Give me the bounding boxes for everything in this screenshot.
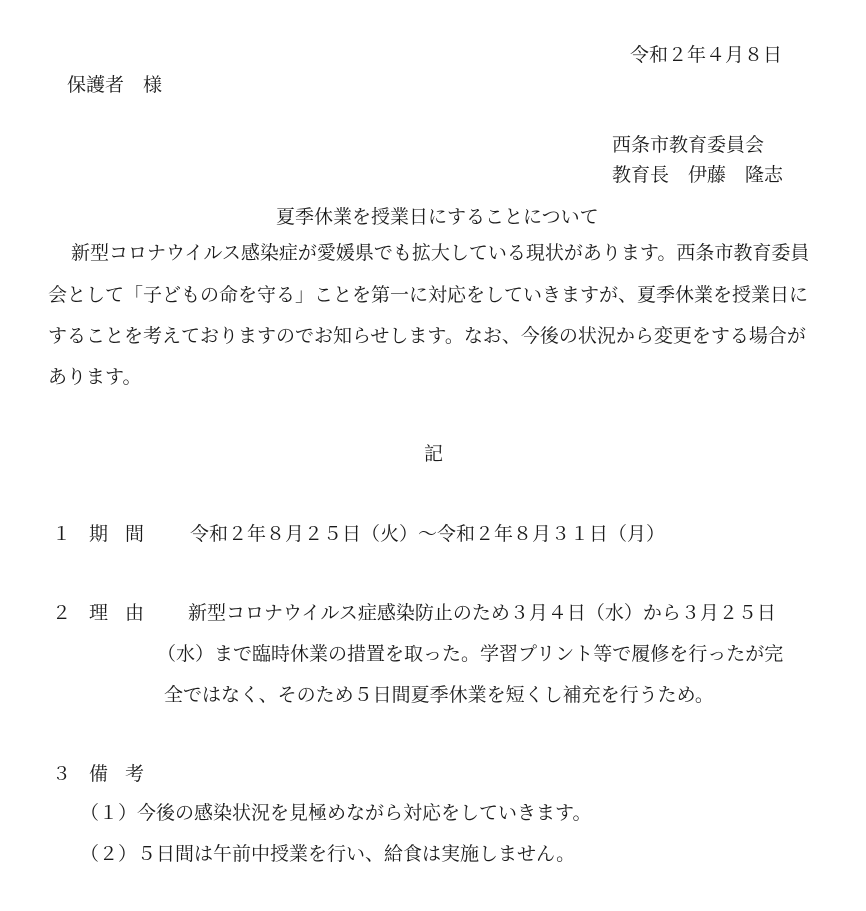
item-2-label: 理由 [89, 602, 162, 624]
item-1-label: 期間 [89, 523, 162, 545]
item-1-text: 令和２年８月２５日（火）～令和２年８月３１日（月） [190, 523, 666, 545]
item-3-label: 備考 [89, 763, 162, 785]
item-3-number: ３ [52, 763, 72, 785]
ki-heading: 記 [424, 443, 444, 465]
note-2: （２）５日間は午前中授業を行い、給食は実施しません。 [80, 843, 576, 865]
item-2-text-line-1: 新型コロナウイルス症感染防止のため３月４日（水）から３月２５日 [188, 602, 776, 624]
sender-organization: 西条市教育委員会 [612, 134, 765, 156]
addressee: 保護者 様 [67, 74, 163, 96]
body-line-4: あります。 [48, 366, 142, 388]
body-line-1: 新型コロナウイルス感染症が愛媛県でも拡大している現状があります。西条市教育委員 [71, 242, 810, 264]
note-1: （１）今後の感染状況を見極めながら対応をしていきます。 [80, 802, 592, 824]
document-date: 令和２年４月８日 [630, 44, 783, 66]
document-title: 夏季休業を授業日にすることについて [276, 206, 599, 228]
item-1-number: １ [52, 523, 72, 545]
item-2-text-line-2: （水）まで臨時休業の措置を取った。学習プリント等で履修を行ったが完 [157, 643, 784, 665]
sender-name: 教育長 伊藤 隆志 [612, 164, 784, 186]
body-line-3: することを考えておりますのでお知らせします。なお、今後の状況から変更をする場合が [48, 325, 806, 347]
body-line-2: 会として「子どもの命を守る」ことを第一に対応をしていきますが、夏季休業を授業日に [48, 284, 809, 306]
item-2-text-line-3: 全ではなく、そのため５日間夏季休業を短くし補充を行うため。 [164, 684, 714, 706]
item-2-number: ２ [52, 602, 72, 624]
